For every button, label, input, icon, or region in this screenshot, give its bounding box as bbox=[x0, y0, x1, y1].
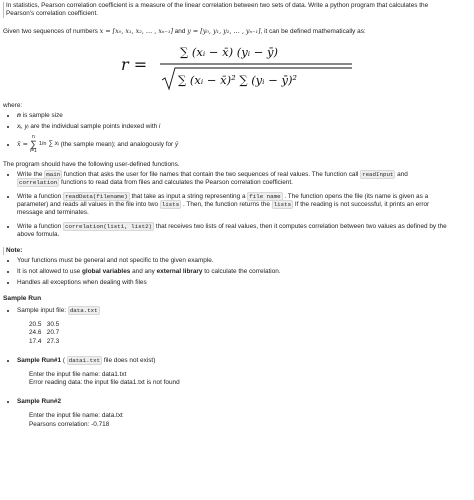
sample-input-item: • Sample input file: data.txt bbox=[17, 307, 468, 315]
function-correlation-item: • Write a function correlation(list1, list2) that receives two lists of real values, then it computes correlation between two values as defined by the above formula. bbox=[17, 223, 468, 239]
where-item-mean: • x̄ = n ∑ i=1 1/n ∑ xᵢ (the sample mean); and analogously for ȳ bbox=[17, 134, 468, 155]
sample-run-1-item: • Sample Run#1 ( data1.txt file does not exist) bbox=[17, 357, 468, 365]
formula-lhs: r = bbox=[120, 55, 147, 74]
note-section bbox=[3, 247, 468, 255]
code-correlation-signature: correlation(list1, list2) bbox=[65, 222, 153, 230]
where-item-points: • xᵢ, yᵢ are the individual sample points indexed with i bbox=[17, 123, 468, 131]
code-correlation: correlation bbox=[19, 178, 58, 186]
output-line: Enter the input file name: data1.txt bbox=[29, 370, 127, 378]
formula-denominator: ∑ (xᵢ − x̄)² ∑ (yᵢ − ȳ)² bbox=[177, 73, 297, 87]
note-item-exceptions: • Handles all exceptions when dealing with files bbox=[17, 279, 468, 287]
note-item-general: • Your functions must be general and not specific to the given example. bbox=[17, 257, 468, 265]
mean-formula: • x̄ = n ∑ i=1 1/n ∑ xᵢ bbox=[17, 134, 59, 155]
sample-run-1-output bbox=[29, 371, 468, 388]
sample-run-heading: Sample Run bbox=[3, 294, 42, 302]
data-row: 24.6 20.7 bbox=[29, 329, 60, 337]
where-list bbox=[3, 112, 468, 155]
note-list bbox=[3, 257, 468, 287]
where-label: where: bbox=[3, 102, 23, 109]
data-row: 20.5 30.5 bbox=[29, 320, 60, 328]
sample-data-block bbox=[29, 321, 468, 347]
intro-line-2: Pearson's correlation coefficient. bbox=[6, 10, 99, 17]
sample-run-2-output bbox=[29, 412, 468, 429]
function-main-item: • Write the main function that asks the user for file names that contain the two sequences of real values. The function call readInput and correlation functions to read data from files and calculates the Pearson correlation coefficient. bbox=[17, 171, 468, 187]
sample-run-2-list bbox=[3, 398, 468, 406]
intro-line-1: In statistics, Pearson correlation coefficient is a measure of the linear correlation between two sets of data. Write a python program that calculates the bbox=[6, 2, 429, 9]
functions-list bbox=[3, 171, 468, 239]
note-item-no-globals: • It is not allowed to use global variables and any external library to calculate the correlation. bbox=[17, 268, 468, 276]
output-line: Enter the input file name: data.txt bbox=[29, 412, 123, 420]
functions-intro: The program should have the following user-defined functions. bbox=[3, 160, 180, 168]
x-sequence: x = [x₀, x₁, x₂, … , xₙ₋₁] bbox=[99, 27, 173, 35]
where-item-n: • n is sample size bbox=[17, 112, 468, 120]
note-heading: Note: bbox=[6, 246, 23, 254]
output-line: Error reading data: the input file data1.txt is not found bbox=[29, 379, 180, 387]
code-lists: lists bbox=[161, 200, 180, 208]
sample-run-2-item: • Sample Run#2 bbox=[17, 398, 468, 406]
intro-paragraph bbox=[3, 2, 468, 18]
sample-input-list bbox=[3, 307, 468, 315]
output-line: Pearsons correlation: -0.718 bbox=[29, 420, 110, 428]
code-filename: file name bbox=[249, 192, 281, 200]
pearson-formula bbox=[3, 40, 468, 92]
code-data-txt: data.txt bbox=[69, 306, 98, 314]
data-row: 17.4 27.3 bbox=[29, 338, 60, 346]
given-sentence: Given two sequences of numbers x = [x₀, x₁, x₂, … , xₙ₋₁] and y = [y₀, y₁, y₂, … , yₙ₋₁], it can be defined mathematically as: bbox=[3, 27, 366, 35]
code-data1-txt: data1.txt bbox=[68, 356, 101, 364]
sample-run-1-list bbox=[3, 357, 468, 365]
pearson-formula-svg bbox=[116, 40, 356, 92]
function-readdata-item: • Write a function readData(filename) that take as input a string representing a file name . The function opens the file (its name is given as a parameter) and reads all values in the file into two lists . Then, the function returns the lists If the reading is not successful, it prints an error message and terminates. bbox=[17, 193, 468, 217]
code-lists-2: lists bbox=[273, 200, 292, 208]
code-main: main bbox=[46, 170, 61, 178]
code-readinput: readInput bbox=[362, 170, 394, 178]
code-readdata: readData(filename) bbox=[65, 192, 128, 200]
y-sequence: y = [y₀, y₁, y₂, … , yₙ₋₁] bbox=[187, 27, 261, 35]
formula-numerator: ∑ (xᵢ − x̄) (yᵢ − ȳ) bbox=[179, 45, 278, 59]
